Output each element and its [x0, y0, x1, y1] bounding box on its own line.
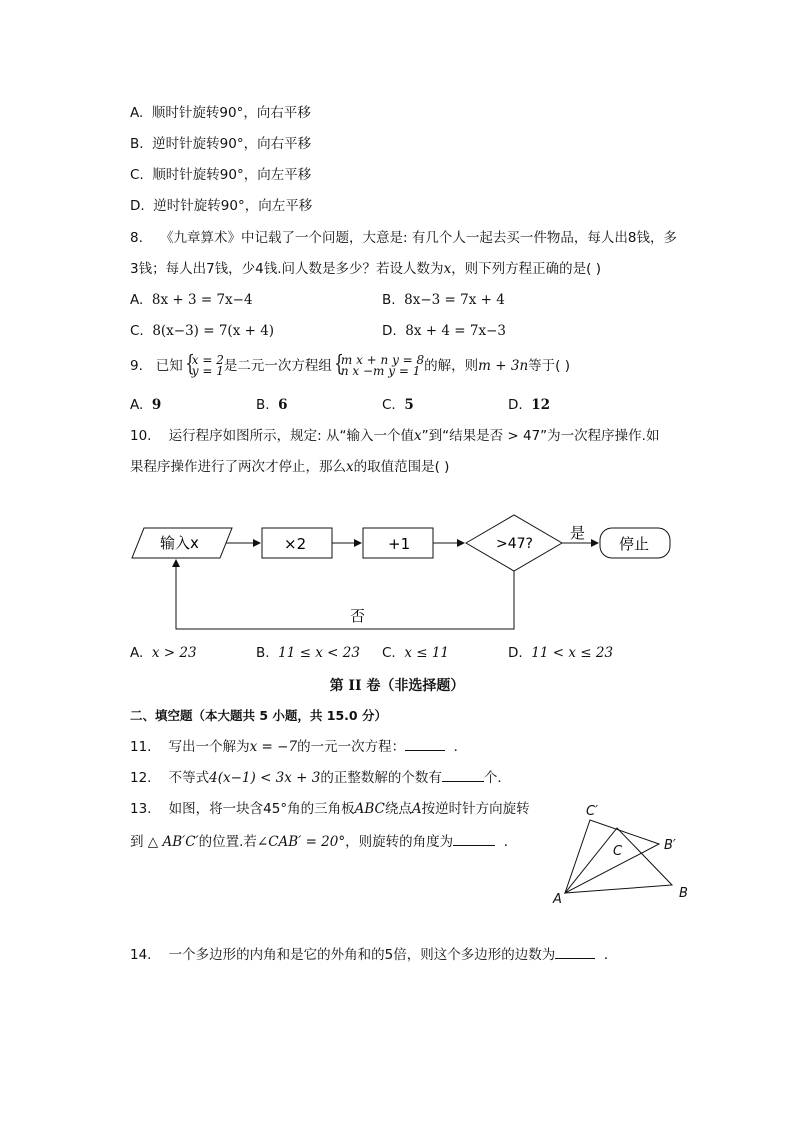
- question-text: 运行程序如图所示，规定: 从“输入一个值: [168, 428, 414, 444]
- stop-label: 停止: [619, 535, 650, 553]
- solution-system: [183, 352, 224, 378]
- option-text: 顺时针旋转90°，向左平移: [152, 167, 312, 183]
- system-row: m x + n y = 8: [340, 353, 425, 367]
- option-letter: C.: [130, 323, 144, 339]
- question-number: 14.: [130, 947, 152, 963]
- option-letter: D.: [508, 645, 523, 661]
- option-letter: D.: [130, 198, 145, 214]
- question-text: 写出一个解为: [168, 739, 250, 755]
- no-label: 否: [350, 607, 366, 625]
- equation-system: [332, 352, 425, 378]
- q9-option-d: [508, 396, 550, 414]
- math-expr: ∠CAB′ = 20°: [256, 834, 346, 850]
- question-text: ，则下列方程正确的是( ): [451, 261, 602, 277]
- q8-option-b: [382, 291, 505, 309]
- answer-blank[interactable]: [453, 833, 495, 846]
- question-text: 《九章算术》中记载了一个问题，大意是: 有几个人一起去买一件物品，每人出8钱，多: [160, 230, 677, 246]
- system-row: n x −m y = 1: [340, 364, 421, 378]
- question-text: ．: [603, 947, 618, 963]
- option-letter: A.: [130, 292, 144, 308]
- point-c1-label: C′: [586, 804, 599, 819]
- option-equation: 11 ≤ x < 23: [278, 645, 360, 661]
- q12: [130, 769, 511, 787]
- q8-stem-line1: [130, 229, 677, 247]
- yes-label: 是: [570, 524, 586, 542]
- question-text: ，则旋转的角度为: [345, 834, 454, 850]
- q8-stem-line2: [130, 260, 601, 278]
- q8-option-d: [382, 322, 506, 340]
- option-equation: x > 23: [151, 645, 197, 661]
- point-a-label: A: [553, 892, 562, 907]
- option-letter: D.: [508, 397, 523, 413]
- times-two-label: ×2: [284, 535, 307, 553]
- q11: [130, 738, 467, 756]
- answer-blank[interactable]: [405, 738, 445, 751]
- loop-arrow: [176, 560, 514, 629]
- option-value: 5: [404, 397, 414, 413]
- system-row: x = 2: [191, 353, 224, 367]
- plus-one-box: [363, 528, 433, 558]
- q9-option-a: [130, 396, 161, 414]
- option-value: 6: [278, 397, 288, 413]
- answer-blank[interactable]: [555, 946, 595, 959]
- question-text: ．: [453, 739, 468, 755]
- q14: [130, 946, 617, 964]
- question-text: 的解，则: [424, 358, 479, 374]
- question-text: 等于( ): [528, 358, 570, 374]
- input-parallelogram: [132, 528, 232, 558]
- q10-option-c: [382, 644, 449, 662]
- question-number: 10.: [130, 428, 152, 444]
- q10-option-a: [130, 644, 197, 662]
- option-letter: A.: [130, 645, 144, 661]
- part-two-title: 第 II 卷（非选择题）: [329, 678, 465, 694]
- q9-stem: [130, 352, 570, 380]
- times-two-box: [262, 528, 332, 558]
- q10-stem-line2: [130, 458, 449, 476]
- q13-stem-line2: [130, 833, 517, 851]
- option-value: 12: [531, 397, 551, 413]
- q7-option-d: [130, 197, 312, 215]
- option-letter: B.: [256, 397, 270, 413]
- question-number: 9.: [130, 358, 143, 374]
- option-letter: C.: [130, 167, 144, 183]
- question-text: 绕点: [384, 801, 412, 817]
- q8-option-c: [130, 322, 274, 340]
- question-text: ”到“结果是否 > 47”为一次程序操作.如: [421, 428, 660, 444]
- q7-option-b: [130, 135, 311, 153]
- option-letter: B.: [130, 136, 144, 152]
- question-number: 13.: [130, 801, 152, 817]
- point-c-label: C: [613, 844, 623, 859]
- math-expr: m + 3n: [478, 358, 529, 374]
- math-var: x: [443, 261, 452, 277]
- plus-one-label: +1: [388, 535, 411, 553]
- option-letter: C.: [382, 645, 396, 661]
- q9-option-b: [256, 396, 288, 414]
- math-expr: 4(x−1) < 3x + 3: [209, 770, 321, 786]
- option-text: 逆时针旋转90°，向右平移: [152, 136, 312, 152]
- condition-label: >47?: [496, 536, 533, 552]
- brace-icon: {: [184, 352, 195, 377]
- option-value: 9: [151, 397, 162, 413]
- q7-option-a: [130, 104, 311, 122]
- condition-diamond: [466, 515, 562, 571]
- question-text: 如图，将一块含45°角的三角板: [168, 801, 355, 817]
- math-var: ABC: [354, 801, 385, 817]
- point-b1-label: B′: [664, 838, 676, 853]
- question-text: 果程序操作进行了两次才停止，那么: [130, 459, 346, 475]
- question-text: 一个多边形的内角和是它的外角和的5倍，则这个多边形的边数为: [168, 947, 556, 963]
- option-letter: D.: [382, 323, 397, 339]
- q9-option-c: [382, 396, 414, 414]
- question-text: 的取值范围是( ): [353, 459, 450, 475]
- math-var: A: [411, 801, 422, 817]
- question-text: 按逆时针方向旋转: [421, 801, 530, 817]
- option-equation: 11 < x ≤ 23: [531, 645, 614, 661]
- question-text: 的正整数解的个数有: [320, 770, 442, 786]
- question-text: 的一元一次方程：: [297, 739, 406, 755]
- option-equation: 8(x−3) = 7(x + 4): [152, 323, 275, 339]
- system-row: y = 1: [191, 364, 224, 378]
- section-two-title: 二、填空题（本大题共 5 小题，共 15.0 分）: [130, 708, 387, 723]
- question-number: 11.: [130, 739, 152, 755]
- option-letter: A.: [130, 397, 144, 413]
- option-letter: A.: [130, 105, 144, 121]
- q7-option-c: [130, 166, 311, 184]
- option-letter: B.: [382, 292, 396, 308]
- q8-option-a: [130, 291, 253, 309]
- stop-box: [600, 528, 670, 558]
- option-text: 逆时针旋转90°，向左平移: [153, 198, 313, 214]
- q13-stem-line1: [130, 800, 530, 818]
- input-label: 输入x: [160, 534, 199, 552]
- answer-blank[interactable]: [442, 769, 484, 782]
- option-letter: B.: [256, 645, 270, 661]
- question-text: 已知: [155, 358, 183, 374]
- option-equation: x ≤ 11: [404, 645, 449, 661]
- question-number: 8.: [130, 230, 143, 246]
- question-number: 12.: [130, 770, 152, 786]
- math-var: x: [346, 459, 354, 475]
- question-text: 不等式: [168, 770, 210, 786]
- math-var: x: [414, 428, 422, 444]
- question-text: 的位置.若: [198, 834, 257, 850]
- option-equation: 8x−3 = 7x + 4: [404, 292, 505, 308]
- rotation-figure: [565, 820, 672, 893]
- option-text: 顺时针旋转90°，向右平移: [151, 105, 311, 121]
- question-text: 3钱；每人出7钱，少4钱.问人数是多少？若设人数为: [130, 261, 444, 277]
- math-expr: x = −7: [249, 739, 298, 755]
- question-text: 个．: [483, 770, 511, 786]
- option-letter: C.: [382, 397, 396, 413]
- option-equation: 8x + 3 = 7x−4: [151, 292, 253, 308]
- q10-stem-line1: [130, 427, 659, 445]
- point-b-label: B: [679, 886, 688, 901]
- q10-option-d: [508, 644, 613, 662]
- option-equation: 8x + 4 = 7x−3: [405, 323, 506, 339]
- question-text: 是二元一次方程组: [223, 358, 332, 374]
- q10-option-b: [256, 644, 360, 662]
- question-text: 到 △: [130, 834, 163, 850]
- math-var: AB′C′: [162, 834, 199, 850]
- brace-icon: {: [333, 352, 344, 377]
- triangle-ab1c1: [565, 820, 659, 893]
- question-text: ．: [503, 834, 518, 850]
- triangle-abc: [565, 828, 672, 893]
